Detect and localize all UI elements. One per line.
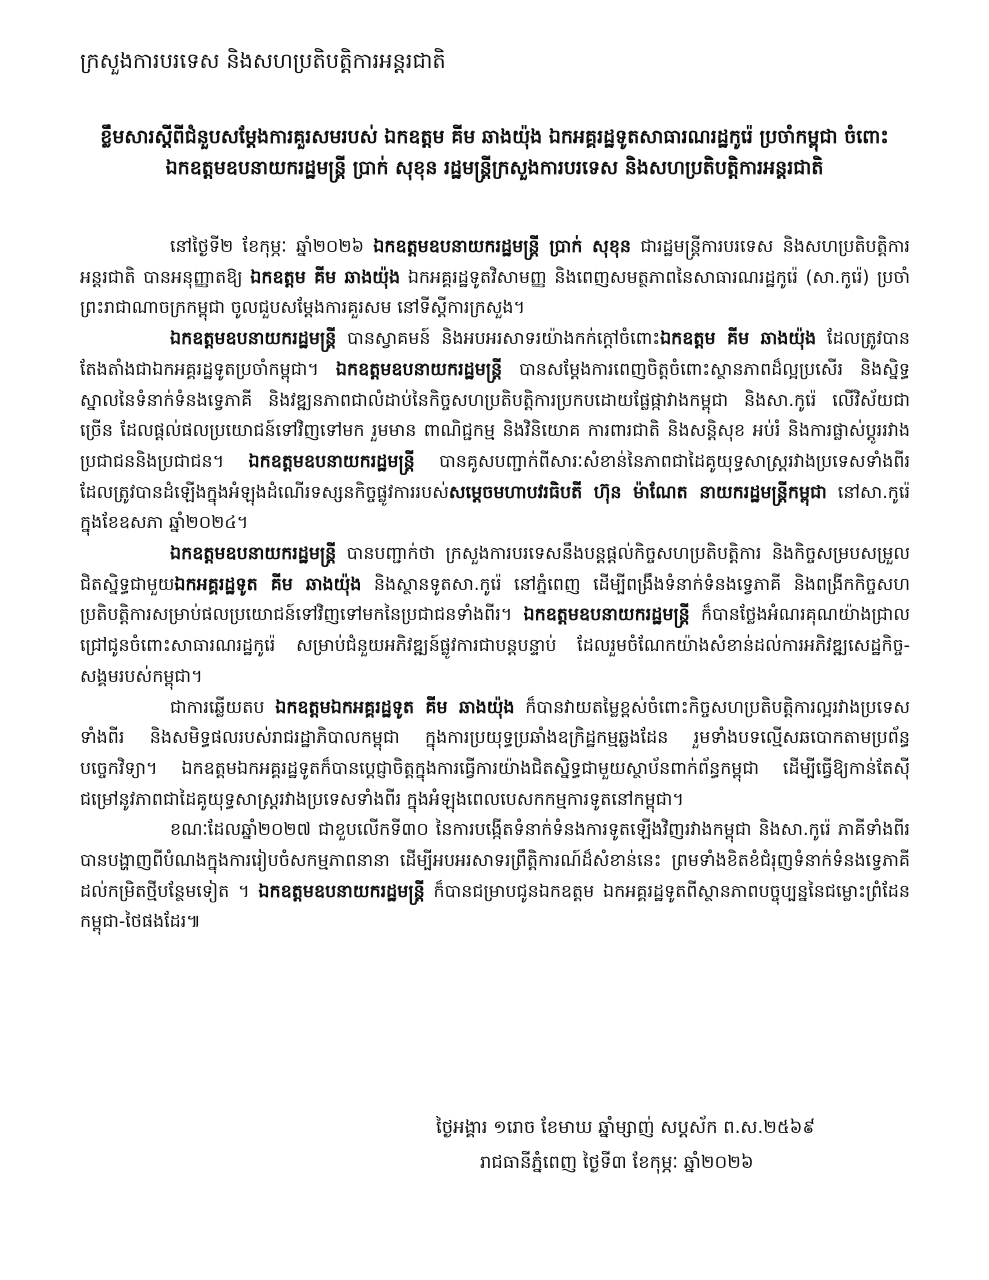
- text-run: បានស្វាគមន៍ និងអបអរសាទរយ៉ាងកក់ក្តៅចំពោះ: [336, 329, 661, 350]
- text-run: នៅថ្ងៃទី២ ខែកុម្ភៈ ឆ្នាំ២០២៦: [170, 237, 374, 257]
- paragraph: [80, 815, 910, 938]
- bold-text-run: សម្តេចមហាបវរធិបតី ហ៊ុន ម៉ាណែត នាយករដ្ឋមន្ត្រីកម្ពុជា: [448, 482, 827, 503]
- bold-text-run: ឯកឧត្តមឧបនាយករដ្ឋមន្ត្រី: [258, 881, 425, 902]
- text-run: និងស្ថានទូតសា.កូរ៉េ នៅភ្នំពេញ ដើម្បីពង្រឹងទំនាក់ទំនងទ្វេភាគី និងពង្រីកកិច្ចសហប្រតិបត្តិការសម្រាប់ផលប្រយោជន៍ទៅវិញទៅមកនៃប្រជាជនទាំងពីរ។: [80, 574, 910, 626]
- bold-text-run: ឯកឧត្តមឯកអគ្គរដ្ឋទូត គីម ឆាងយ៉ុង: [275, 697, 515, 718]
- text-run: ក៏បានជម្រាបជូនឯកឧត្តម ឯកអគ្គរដ្ឋទូតពីស្ថានភាពបច្ចុប្បន្ននៃជម្លោះព្រំដែនកម្ពុជា-ថៃផងដែរ៕: [80, 881, 910, 933]
- document-body: [80, 232, 910, 938]
- bold-text-run: ឯកឧត្តម គីម ឆាងយ៉ុង: [660, 329, 817, 350]
- bold-text-run: ឯកឧត្តមឧបនាយករដ្ឋមន្ត្រី ប្រាក់ សុខុន: [373, 237, 632, 257]
- text-run: ឯកអគ្គរដ្ឋទូតវិសាមញ្ញ និងពេញសមត្ថភាពនៃសាធារណរដ្ឋកូរ៉េ (សា.កូរ៉េ) ប្រចាំព្រះរាជាណាចក្រកម្ពុជា ចូលជួបសម្តែងការគួរសម នៅទីស្តីការក្រសួង។: [80, 267, 910, 319]
- lunar-date: ថ្ងៃអង្គារ ១រោច ខែមាឃ ឆ្នាំម្សាញ់ សប្តស័ក ព.ស.២៥៦៩: [436, 1117, 816, 1138]
- signature-block: [400, 1110, 880, 1180]
- text-run: ខណៈដែលឆ្នាំ២០២៧ ជាខួបលើកទី៣០ នៃការបង្កើតទំនាក់ទំនងការទូតឡើងវិញរវាងកម្ពុជា និងសា.កូរ៉េ ភាគីទាំងពីរបានបង្ហាញពីបំណងក្នុងការរៀបចំសកម្មភាពនានា ដើម្បីអបអរសាទរព្រឹត្តិការណ៍ដ៏សំខាន់នេះ ព្រមទាំងខិតខំជំរុញទំនាក់ទំនងទ្វេភាគីដល់កម្រិតថ្មីបន្ថែមទៀត ។: [80, 820, 910, 902]
- bold-text-run: ឯកឧត្តមឧបនាយករដ្ឋមន្ត្រី: [248, 451, 415, 472]
- document-title: ខ្លឹមសារស្តីពីជំនួបសម្តែងការគួរសមរបស់ ឯកឧត្តម គីម ឆាងយ៉ុង ឯកអគ្គរដ្ឋទូតសាធារណរដ្ឋកូរ៉េ ប្រចាំកម្ពុជា ចំពោះឯកឧត្តមឧបនាយករដ្ឋមន្ត្រី ប្រាក់ សុខុន រដ្ឋមន្ត្រីក្រសួងការបរទេស និងសហប្រតិបត្តិការអន្តរជាតិ: [100, 126, 889, 179]
- text-run: ក៏បានថ្លែងអំណរគុណយ៉ាងជ្រាលជ្រៅជូនចំពោះសាធារណរដ្ឋកូរ៉េ សម្រាប់ជំនួយអភិវឌ្ឍន៍ផ្លូវការជាបន្តបន្ទាប់ ដែលរួមចំណែកយ៉ាងសំខាន់ដល់ការអភិវឌ្ឍសេដ្ឋកិច្ច-សង្គមរបស់កម្ពុជា។: [80, 605, 910, 687]
- ministry-name: ក្រសួងការបរទេស និងសហប្រតិបត្តិការអន្តរជាតិ: [80, 49, 446, 73]
- paragraph: [80, 232, 910, 324]
- text-run: បានបញ្ជាក់ថា ក្រសួងការបរទេសនឹងបន្តផ្តល់កិច្ចសហប្រតិបត្តិការ និងកិច្ចសម្របសម្រួលជិតស្និទ្ធជាមួយ: [80, 544, 910, 595]
- paragraph: [80, 539, 910, 693]
- bold-text-run: ឯកឧត្តមឧបនាយករដ្ឋមន្ត្រី: [170, 329, 337, 350]
- paragraph: [80, 693, 910, 816]
- bold-text-run: ឯកឧត្តមឧបនាយករដ្ឋមន្ត្រី: [170, 544, 337, 565]
- text-run: ជារដ្ឋមន្ត្រីការបរទេស និងសហប្រតិបត្តិការអន្តរជាតិ បានអនុញ្ញាតឱ្យ: [80, 237, 910, 288]
- text-run: ក៏បានវាយតម្លៃខ្ពស់ចំពោះកិច្ចសហប្រតិបត្តិការល្អរវាងប្រទេសទាំងពីរ និងសមិទ្ធផលរបស់រាជរដ្ឋាភិបាលកម្ពុជា ក្នុងការប្រយុទ្ធប្រឆាំងឧក្រិដ្ឋកម្មឆ្លងដែន រួមទាំងបទល្មើសឆបោកតាមប្រព័ន្ធបច្ចេកវិទ្យា។ ឯកឧត្តមឯកអគ្គរដ្ឋទូតក៏បានប្តេជ្ញាចិត្តក្នុងការធ្វើការយ៉ាងជិតស្និទ្ធជាមួយស្ថាប័នពាក់ព័ន្ធកម្ពុជា ដើម្បីធ្វើឱ្យកាន់តែស៊ីជម្រៅនូវភាពជាដៃគូយុទ្ធសាស្ត្ររវាងប្រទេសទាំងពីរ ក្នុងអំឡុងពេលបេសកកម្មការទូតនៅកម្ពុជា។: [80, 697, 910, 810]
- bold-text-run: ឯកឧត្តមឧបនាយករដ្ឋមន្ត្រី: [523, 605, 690, 626]
- bold-text-run: ឯកអគ្គរដ្ឋទូត គីម ឆាងយ៉ុង: [174, 574, 362, 595]
- bold-text-run: ឯកឧត្តម គីម ឆាងយ៉ុង: [250, 267, 401, 288]
- text-run: ជាការឆ្លើយតប: [170, 697, 276, 718]
- bold-text-run: ឯកឧត្តមឧបនាយករដ្ឋមន្ត្រី: [335, 359, 503, 380]
- text-run: បានសម្តែងការពេញចិត្តចំពោះស្ថានភាពដ៏ល្អប្រសើរ និងស្និទ្ធស្នាលនៃទំនាក់ទំនងទ្វេភាគី និងវឌ្ឍនភាពជាលំដាប់នៃកិច្ចសហប្រតិបត្តិការប្រកបដោយផ្លែផ្កាវាងកម្ពុជា និងសា.កូរ៉េ លើវិស័យជាច្រើន ដែលផ្តល់ផលប្រយោជន៍ទៅវិញទៅមក រួមមាន ពាណិជ្ជកម្ម និងវិនិយោគ ការពារជាតិ និងសន្តិសុខ អប់រំ និងការផ្លាស់ប្តូររវាងប្រជាជននិងប្រជាជន។: [80, 359, 910, 472]
- text-run: បានគូសបញ្ជាក់ពីសារៈសំខាន់នៃភាពជាដៃគូយុទ្ធសាស្ត្ររវាងប្រទេសទាំងពីរ ដែលត្រូវបានដំឡើងក្នុងអំឡុងដំណើរទស្សនកិច្ចផ្លូវការរបស់: [80, 451, 911, 503]
- text-run: នៅសា.កូរ៉េ ក្នុងខែឧសភា ឆ្នាំ២០២៤។: [80, 482, 910, 534]
- place-and-date: រាជធានីភ្នំពេញ ថ្ងៃទី៣ ខែកុម្ភៈ ឆ្នាំ២០២៦: [480, 1152, 754, 1173]
- text-run: ដែលត្រូវបានតែងតាំងជាឯកអគ្គរដ្ឋទូតប្រចាំកម្ពុជា។: [80, 329, 910, 380]
- paragraph: [80, 324, 910, 539]
